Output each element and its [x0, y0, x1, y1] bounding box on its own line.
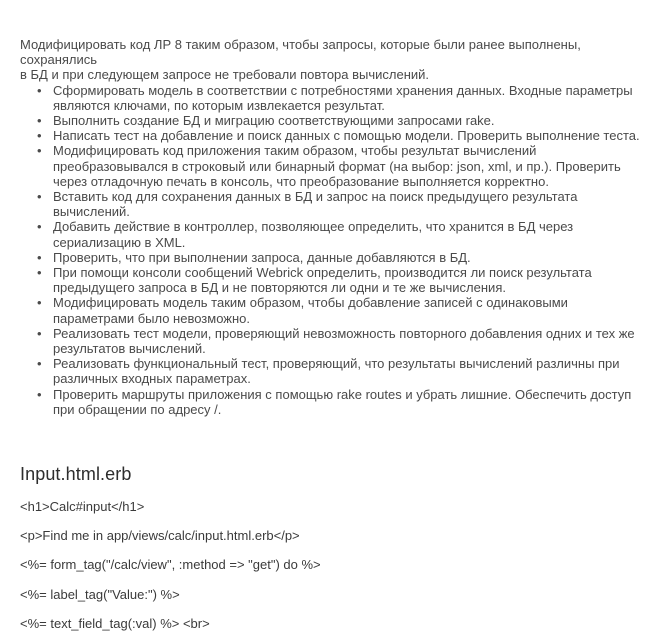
task-item: [20, 83, 652, 113]
bullet-icon: •: [37, 356, 42, 372]
task-item: [20, 143, 652, 189]
task-list: [20, 83, 652, 417]
bullet-icon: •: [37, 249, 42, 265]
task-item: [20, 219, 652, 249]
code-line: <%= text_field_tag(:val) %> <br>: [20, 615, 210, 631]
task-text: Написать тест на добавление и поиск данных с помощью модели. Проверить выполнение теста.: [53, 128, 640, 144]
task-text: Сформировать модель в соответствии с потребностями хранения данных. Входные параметры являются ключами, по которым извлекается результат.: [53, 82, 633, 113]
task-text: Выполнить создание БД и миграцию соответствующими запросами rake.: [53, 113, 495, 129]
bullet-icon: •: [37, 189, 42, 205]
task-item: [20, 128, 652, 143]
task-item: [20, 189, 652, 219]
task-item: [20, 387, 652, 417]
intro-paragraph: Модифицировать код ЛР 8 таким образом, чтобы запросы, которые были ранее выполнены, сохранялись в БД и при следующем запросе не требовали повтора вычислений.: [20, 37, 581, 83]
bullet-icon: •: [37, 295, 42, 311]
task-text: Вставить код для сохранения данных в БД и запрос на поиск предыдущего результата вычислений.: [53, 189, 578, 220]
task-item: [20, 295, 652, 325]
task-text: Модифицировать модель таким образом, чтобы добавление записей с одинаковыми параметрами было невозможно.: [53, 295, 568, 326]
bullet-icon: •: [37, 325, 42, 341]
bullet-icon: •: [37, 128, 42, 144]
task-item: [20, 356, 652, 386]
section-heading: Input.html.erb: [20, 464, 132, 485]
task-text: Модифицировать код приложения таким образом, чтобы результат вычислений преобразовывался в строковый или бинарный формат (на выбор: json, xml, и пр.). Проверить через отладочную печать в консоль, что преобразование выполняется корректно.: [53, 143, 621, 189]
bullet-icon: •: [37, 386, 42, 402]
task-text: Проверить маршруты приложения с помощью rake routes и убрать лишние. Обеспечить доступ при обращении по адресу /.: [53, 386, 632, 417]
code-line: <%= form_tag("/calc/view", :method => "get") do %>: [20, 557, 321, 573]
task-text: Реализовать функциональный тест, проверяющий, что результаты вычислений различны при различных входных параметрах.: [53, 356, 620, 387]
bullet-icon: •: [37, 143, 42, 159]
code-line: <%= label_tag("Value:") %>: [20, 586, 180, 602]
task-item: [20, 113, 652, 128]
task-item: [20, 250, 652, 265]
bullet-icon: •: [37, 219, 42, 235]
bullet-icon: •: [37, 265, 42, 281]
task-item: [20, 326, 652, 356]
code-line: <p>Find me in app/views/calc/input.html.erb</p>: [20, 528, 300, 544]
code-line: <h1>Calc#input</h1>: [20, 499, 145, 515]
task-text: Добавить действие в контроллер, позволяющее определить, что хранится в БД через сериализацию в XML.: [53, 219, 574, 250]
code-block: [20, 499, 652, 631]
bullet-icon: •: [37, 113, 42, 129]
task-item: [20, 265, 652, 295]
task-text: При помощи консоли сообщений Webrick определить, производится ли поиск результата предыдущего запроса в БД и не повторяются ли одни и те же вычисления.: [53, 265, 592, 296]
task-text: Реализовать тест модели, проверяющий невозможность повторного добавления одних и тех же результатов вычислений.: [53, 325, 635, 357]
task-text: Проверить, что при выполнении запроса, данные добавляются в БД.: [53, 249, 471, 265]
bullet-icon: •: [37, 82, 42, 98]
